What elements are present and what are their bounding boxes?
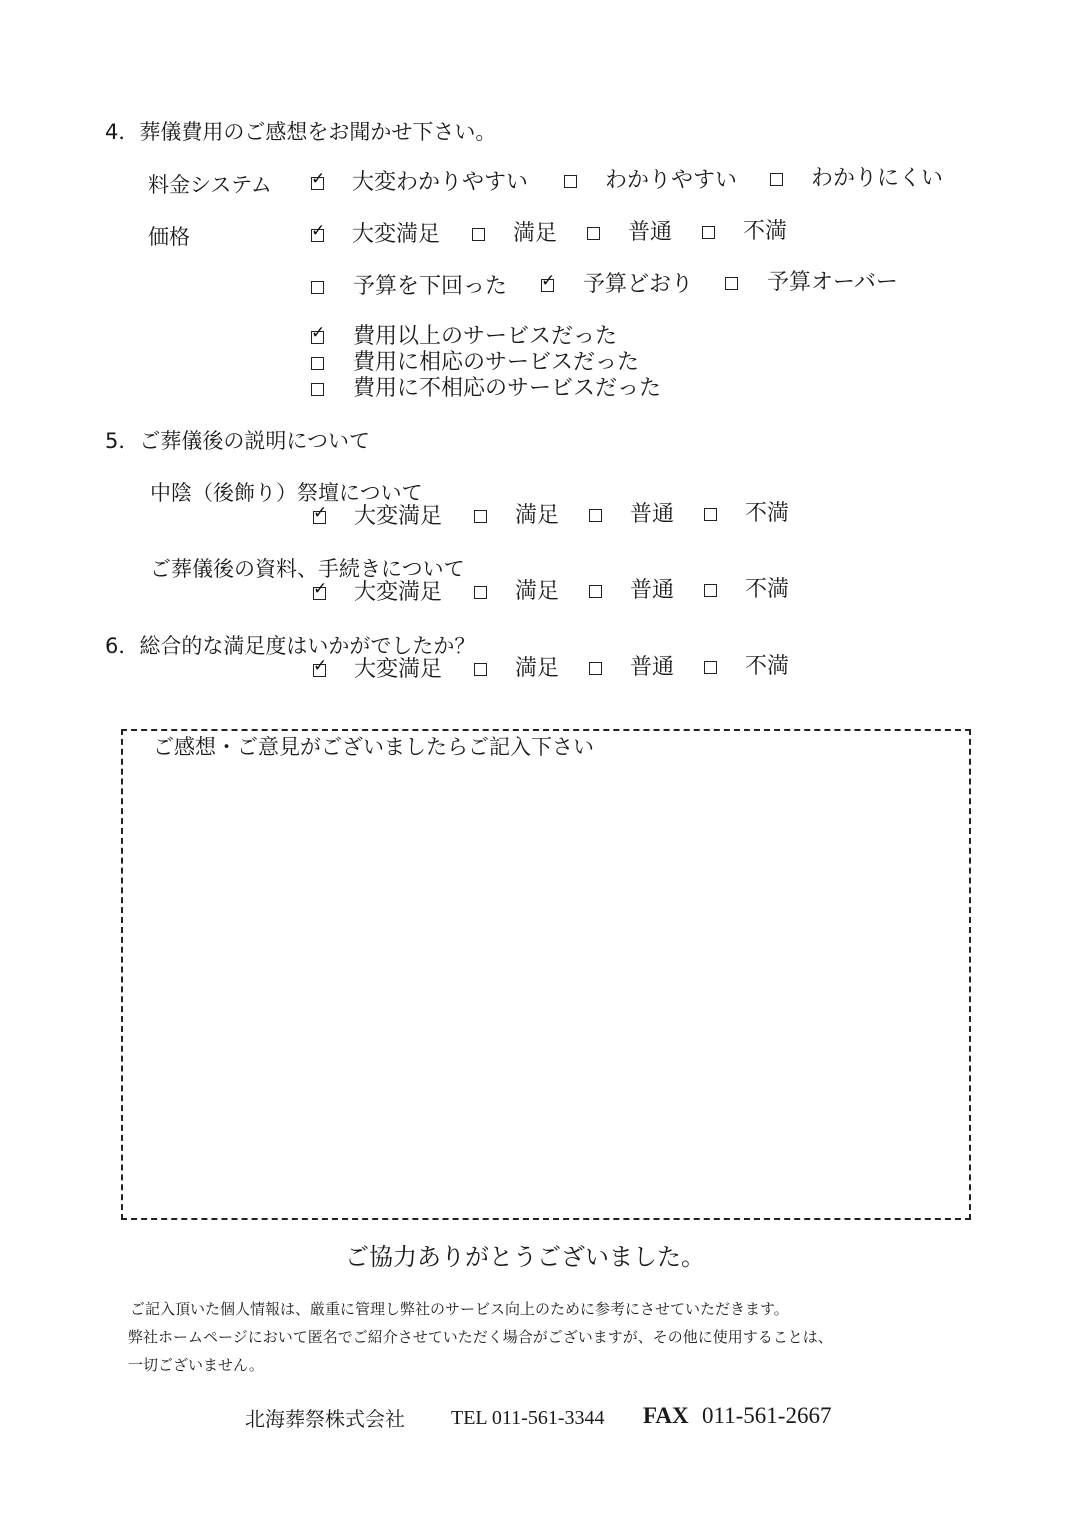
check-mark-icon: ✓: [311, 169, 326, 189]
thanks-message: ご協力ありがとうございました。: [345, 1243, 705, 1271]
q4-budget-option-0: 予算を下回った: [353, 274, 508, 299]
company-name: 北海葬祭株式会社: [245, 1407, 405, 1431]
q4-price-label: 価格: [148, 225, 190, 249]
q4-system-checkbox-0[interactable]: [311, 169, 326, 190]
q5-documents-option-2: 普通: [630, 578, 675, 603]
q4-service-checkbox-1[interactable]: [311, 357, 324, 370]
q4-system-option-2: わかりにくい: [811, 166, 944, 191]
q4-budget-option-1: 予算どおり: [583, 272, 694, 297]
q5-altar-label: 中陰（後飾り）祭壇について: [150, 481, 423, 505]
check-mark-icon: ✓: [541, 271, 556, 291]
q5-altar-option-1: 満足: [515, 503, 560, 528]
comment-box[interactable]: [121, 729, 971, 1220]
q5-altar-checkbox-1[interactable]: [474, 510, 487, 523]
privacy-line-2: 弊社ホームページにおいて匿名でご紹介させていただく場合がございますが、その他に使用することは、: [128, 1328, 833, 1346]
q4-service-option-1: 費用に相応のサービスだった: [353, 350, 640, 375]
q6-option-2: 普通: [630, 655, 675, 680]
q4-price-option-1: 満足: [513, 221, 558, 246]
q5-altar-option-0: 大変満足: [354, 504, 443, 529]
q4-budget-checkbox-1[interactable]: [541, 271, 556, 292]
q4-service-option-2: 費用に不相応のサービスだった: [353, 376, 662, 401]
q4-budget-option-2: 予算オーバー: [767, 270, 898, 295]
q4-price-checkbox-3[interactable]: [702, 226, 715, 239]
privacy-line-3: 一切ございません。: [128, 1356, 264, 1374]
q4-price-checkbox-0[interactable]: [311, 221, 326, 242]
check-mark-icon: ✓: [311, 221, 326, 241]
q4-price-option-3: 不満: [743, 219, 788, 244]
q4-service-checkbox-0[interactable]: [311, 323, 326, 344]
q5-documents-checkbox-2[interactable]: [589, 585, 602, 598]
q4-title: 4．葬儀費用のご感想をお聞かせ下さい。: [105, 120, 497, 144]
q5-altar-option-2: 普通: [630, 502, 675, 527]
q5-altar-checkbox-3[interactable]: [704, 508, 717, 521]
tel-number: TEL 011-561-3344: [451, 1407, 605, 1429]
q5-documents-option-1: 満足: [515, 579, 560, 604]
q5-documents-option-0: 大変満足: [354, 580, 443, 605]
q5-documents-option-3: 不満: [745, 577, 790, 602]
check-mark-icon: ✓: [313, 656, 328, 676]
q4-service-checkbox-2[interactable]: [311, 383, 324, 396]
q4-system-checkbox-2[interactable]: [770, 173, 783, 186]
comment-prompt: ご感想・ご意見がございましたらご記入下さい: [153, 735, 594, 759]
q6-option-0: 大変満足: [354, 657, 443, 682]
q6-checkbox-0[interactable]: [313, 656, 328, 677]
q4-system-label: 料金システム: [148, 173, 272, 197]
fax-number: 011-561-2667: [702, 1403, 832, 1428]
q5-altar-checkbox-2[interactable]: [589, 509, 602, 522]
q4-system-option-1: わかりやすい: [605, 168, 738, 193]
check-mark-icon: ✓: [313, 579, 328, 599]
q4-system-option-0: 大変わかりやすい: [352, 170, 529, 195]
q4-price-option-0: 大変満足: [352, 222, 441, 247]
q5-documents-checkbox-0[interactable]: [313, 579, 328, 600]
q5-title: 5．ご葬儀後の説明について: [105, 429, 370, 453]
check-mark-icon: ✓: [311, 323, 326, 343]
q4-service-option-0: 費用以上のサービスだった: [353, 324, 618, 349]
q4-budget-checkbox-2[interactable]: [725, 277, 738, 290]
fax-label: FAX: [643, 1403, 689, 1428]
check-mark-icon: ✓: [313, 503, 328, 523]
privacy-line-1: ご記入頂いた個人情報は、厳重に管理し弊社のサービス向上のために参考にさせていただきます。: [130, 1300, 789, 1318]
q6-option-3: 不満: [745, 654, 790, 679]
q5-documents-label: ご葬儀後の資料、手続きについて: [150, 557, 465, 581]
q6-checkbox-2[interactable]: [589, 662, 602, 675]
q4-price-checkbox-1[interactable]: [472, 228, 485, 241]
q4-price-checkbox-2[interactable]: [587, 227, 600, 240]
q5-altar-checkbox-0[interactable]: [313, 503, 328, 524]
q4-budget-checkbox-0[interactable]: [311, 281, 324, 294]
q4-system-checkbox-1[interactable]: [564, 175, 577, 188]
q6-option-1: 満足: [515, 656, 560, 681]
q5-documents-checkbox-3[interactable]: [704, 584, 717, 597]
q4-price-option-2: 普通: [628, 220, 673, 245]
q6-checkbox-3[interactable]: [704, 661, 717, 674]
q5-altar-option-3: 不満: [745, 501, 790, 526]
q6-checkbox-1[interactable]: [474, 663, 487, 676]
q5-documents-checkbox-1[interactable]: [474, 586, 487, 599]
q6-title: 6．総合的な満足度はいかがでしたか？: [105, 634, 476, 658]
